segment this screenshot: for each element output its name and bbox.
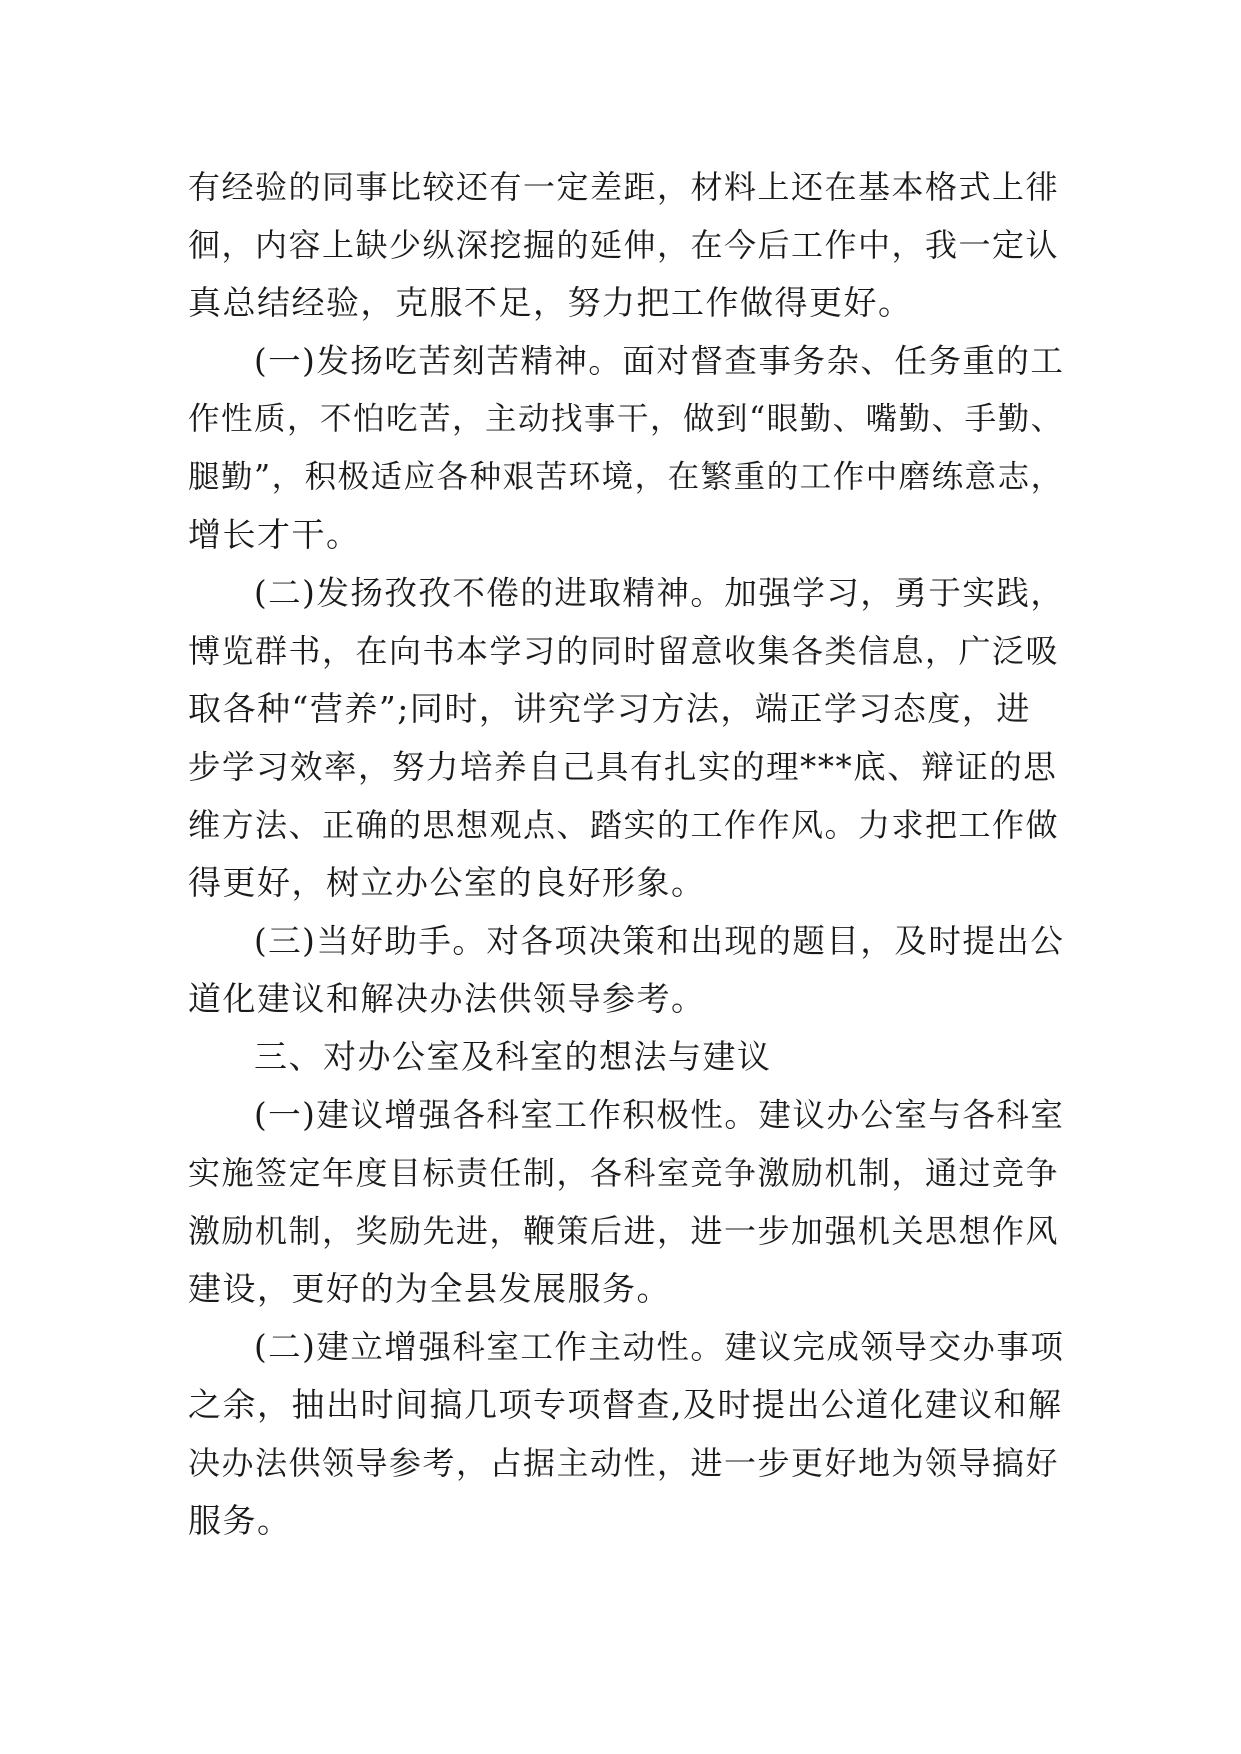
text-line: 增长才干。 (188, 515, 361, 554)
text-line: 步学习效率，努力培养自己具有扎实的理***底、辩证的思 (188, 748, 1058, 786)
text-line: 决办法供领导参考，占据主动性，进一步更好地为领导搞好 (188, 1444, 1060, 1482)
text-line: (一)发扬吃苦刻苦精神。面对督查事务杂、任务重的工 (254, 342, 1065, 380)
text-line: 博览群书，在向书本学习的同时留意收集各类信息，广泛吸 (188, 632, 1060, 670)
text-line: 服务。 (188, 1501, 292, 1540)
text-line: (二)建立增强科室工作主动性。建议完成领导交办事项 (254, 1328, 1065, 1366)
text-line: 腿勤”，积极适应各种艰苦环境，在繁重的工作中磨练意志， (188, 459, 1064, 495)
text-line: 得更好，树立办公室的良好形象。 (188, 863, 706, 902)
text-line: 维方法、正确的思想观点、踏实的工作作风。力求把工作做 (188, 806, 1060, 844)
text-line: 道化建议和解决办法供领导参考。 (188, 979, 706, 1018)
text-line: 实施签定年度目标责任制，各科室竞争激励机制，通过竞争 (188, 1154, 1060, 1192)
text-line: 真总结经验，克服不足，努力把工作做得更好。 (188, 283, 913, 322)
text-line: 建设，更好的为全县发展服务。 (188, 1269, 671, 1308)
text-line: (三)当好助手。对各项决策和出现的题目，及时提出公 (254, 922, 1065, 960)
text-line: 激励机制，奖励先进，鞭策后进，进一步加强机关思想作风 (188, 1212, 1060, 1250)
text-line: (一)建议增强各科室工作积极性。建议办公室与各科室 (254, 1096, 1065, 1134)
text-line: 之余，抽出时间搞几项专项督查,及时提出公道化建议和解 (188, 1385, 1063, 1424)
text-line: 有经验的同事比较还有一定差距，材料上还在基本格式上徘 (188, 168, 1060, 206)
text-line: 徊，内容上缺少纵深挖掘的延伸，在今后工作中，我一定认 (188, 226, 1060, 264)
text-line: 取各种“营养”;同时，讲究学习方法，端正学习态度，进 (188, 689, 1031, 728)
text-line: 三、对办公室及科室的想法与建议 (254, 1037, 772, 1076)
document-body (188, 158, 1065, 1550)
text-line: 作性质，不怕吃苦，主动找事干，做到“眼勤、嘴勤、手勤、 (188, 401, 1064, 437)
text-line: (二)发扬孜孜不倦的进取精神。加强学习，勇于实践， (254, 574, 1065, 612)
